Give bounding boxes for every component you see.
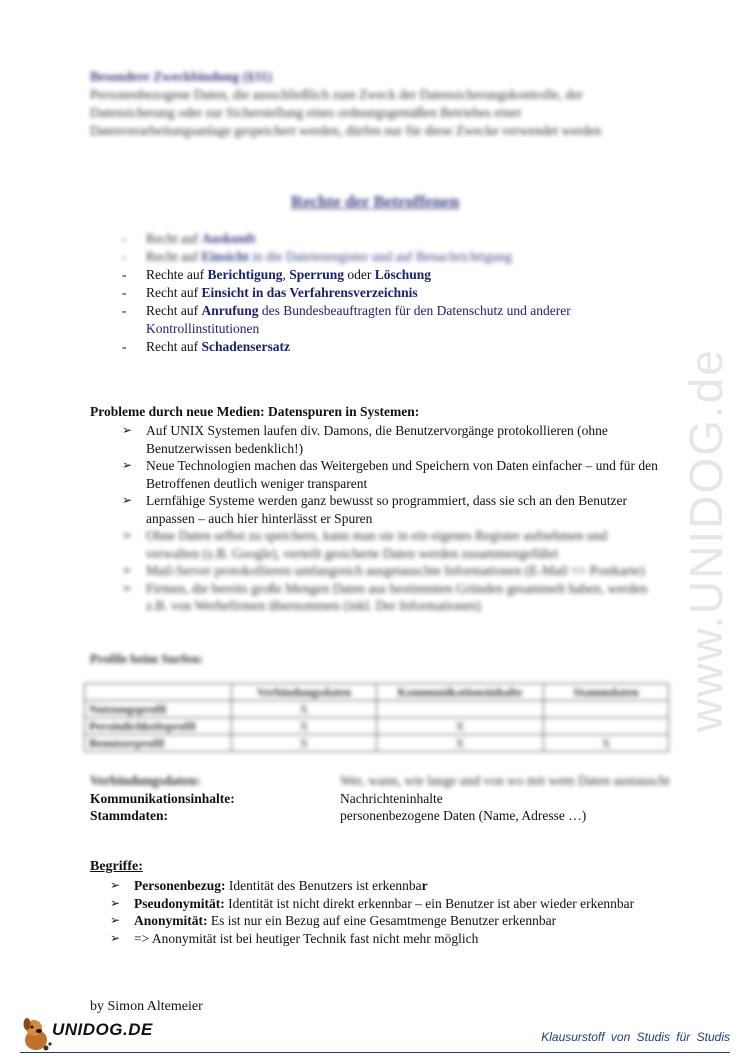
term-bold: Personenbezug: [134,878,226,893]
item-text: Mail-Server protokollieren umfangreich ausgetauschte Informationen (E-Mail => Postkarte) [146,563,645,578]
term-text: Es ist nur ein Bezug auf eine Gesamtmenge Benutzer erkennbar [207,913,557,928]
table-cell: X [232,718,377,735]
definition-term: Kommunikationsinhalte: [90,790,235,806]
table-header-row [85,684,669,701]
item-prefix: Rechte auf [146,267,208,282]
table-cell: X [377,718,544,735]
table-header-cell [85,684,232,701]
dash-bullet: - [122,231,127,246]
table-cell: Nutzungsprofil [85,701,232,718]
list-item [90,284,650,302]
table-header-cell: Stammdaten [544,684,669,701]
table-cell: X [232,735,377,752]
item-text: Firmen, die bereits große Mengen Daten aus bestimmten Gründen gesammelt haben, werden z.B. von Werbefirmen übernommen (inkl. Der Informationen) [146,580,648,613]
table-cell [544,718,669,735]
profile-heading: Profile beim Surfen: [90,651,204,666]
term-tail: r [421,878,428,893]
dash-bullet: - [122,339,127,354]
zweckbindung-text: Personenbezogene Daten, die ausschließlich zum Zweck der Datensicherungskontrolle, der Datensicherung oder zur Sicherstellung eines ordnungsgemäßen Betriebes einer Datenverarbeitungsanlage gespeichert werden, dürfen nur für diese Zwecke verwendet werden [90,87,602,138]
watermark-text: www.UNIDOG.de [680,348,732,732]
item-prefix: Recht auf [146,231,202,246]
arrow-bullet-icon: ➢ [110,878,121,892]
item-bold: Löschung [374,267,432,282]
rechte-list [90,230,650,356]
list-item [122,580,662,615]
table-cell: Persönlichkeitsprofil [85,718,232,735]
definition-row [90,807,670,825]
list-item [122,457,662,492]
list-item [110,912,650,930]
item-prefix: Recht auf [146,285,202,300]
dash-bullet: - [122,249,127,264]
list-item [122,422,662,457]
item-text: Neue Technologien machen das Weitergeben und Speichern von Daten einfacher – und für den Betroffenen deutlich weniger transparent [146,458,658,491]
arrow-bullet-icon: ➢ [122,458,133,472]
item-bold: Auskunft [201,231,256,246]
definitions [90,772,670,825]
zweckbindung-section [90,68,650,140]
list-item [90,230,650,248]
table-cell: X [377,735,544,752]
table-cell: X [544,735,669,752]
list-item [90,248,650,266]
logo-text: UNIDOG.DE [52,1020,153,1039]
table-cell: Benutzerprofil [85,735,232,752]
table-row [85,735,669,752]
watermark [670,270,740,740]
item-prefix: Recht auf [146,303,202,318]
term-bold: Anonymität: [134,913,208,928]
dash-bullet: - [122,285,127,300]
arrow-bullet-icon: ➢ [122,580,133,595]
probleme-list [122,422,662,615]
list-item [90,302,650,338]
item-bold: Berichtigung [207,267,283,282]
term-text: => Anonymität ist bei heutiger Technik fast nicht mehr möglich [134,930,479,946]
list-item [110,895,650,913]
definition-row [90,790,670,808]
list-item [122,527,662,562]
list-item [122,562,662,580]
item-text: Ohne Daten selbst zu speichern, kann man sie in ein eigenes Register aufnehmen und verwalten (z.B. Google), verteilt gesicherte Daten werden zusammengeführt [146,528,608,561]
item-text: Auf UNIX Systemen laufen div. Damons, die Benutzervorgänge protokollieren (ohne Benutzerwissen bedenklich!) [146,423,608,456]
item-suffix: des Bundesbeauftragten für den Datenschutz und anderer Kontrollinstitutionen [146,303,571,336]
dog-mascot-icon [20,1014,54,1054]
item-prefix: Recht auf [146,339,202,354]
item-suffix: in die Dateienregister und auf Benachrichtigung [248,249,512,264]
arrow-bullet-icon: ➢ [122,423,133,437]
arrow-bullet-icon: ➢ [122,563,133,577]
item-prefix: Recht auf [146,249,202,264]
arrow-bullet-icon: ➢ [122,528,133,542]
table-cell [544,701,669,718]
item-bold: Einsicht in das Verfahrensverzeichnis [201,285,418,300]
dash-bullet: - [122,303,127,318]
definition-value: Nachrichteninhalte [340,790,443,806]
table-row [85,701,669,718]
list-item [110,930,650,948]
item-bold: Schadensersatz [201,339,290,354]
term-text: Identität ist nicht direkt erkennbar – ein Benutzer ist aber wieder erkennbar [224,895,635,911]
arrow-bullet-icon: ➢ [110,913,121,927]
author-line: by Simon Altemeier [90,999,203,1014]
list-item [110,877,650,895]
term-bold: Pseudonymität: [134,895,225,911]
rechte-title: Rechte der Betroffenen [290,192,460,211]
table-row [85,718,669,735]
footer-slogan: Klausurstoff von Studis für Studis [541,1030,730,1044]
zweckbindung-heading: Besondere Zweckbindung (§31) [90,69,273,84]
list-item [122,492,662,527]
item-bold: Sperrung [289,267,344,282]
unidog-logo[interactable] [20,1014,160,1054]
term-text: Identität des Benutzers ist erkennba [225,878,422,893]
definition-row [90,772,670,790]
list-item [90,338,650,356]
dash-bullet: - [122,267,127,282]
begriffe-list [110,877,650,947]
probleme-heading: Probleme durch neue Medien: Datenspuren in Systemen: [90,404,420,419]
footer-divider [20,1052,730,1053]
item-bold: Anrufung [201,303,259,318]
table-cell [377,701,544,718]
item-text: Lernfähige Systeme werden ganz bewusst so programmiert, dass sie sch an den Benutzer anpassen – auch hier hinterlässt er Spuren [146,493,627,526]
definition-value: Wer, wann, wie lange und von wo mit wem Daten austauscht [340,773,670,788]
item-bold: Einsicht [201,249,249,264]
begriffe-heading: Begriffe: [90,859,143,874]
item-mid: , [282,267,290,282]
definition-value: personenbezogene Daten (Name, Adresse …) [340,808,587,823]
table-header-cell: Verbindungsdaten [232,684,377,701]
definition-term: Verbindungsdaten: [90,773,201,788]
item-mid: oder [344,267,375,282]
arrow-bullet-icon: ➢ [110,895,121,910]
table-cell: X [232,701,377,718]
arrow-bullet-icon: ➢ [122,493,133,507]
arrow-bullet-icon: ➢ [110,930,121,945]
table-header-cell: Kommunikationsinhalte [377,684,544,701]
list-item [90,266,650,284]
definition-term: Stammdaten: [90,808,168,823]
profile-table [84,683,669,752]
